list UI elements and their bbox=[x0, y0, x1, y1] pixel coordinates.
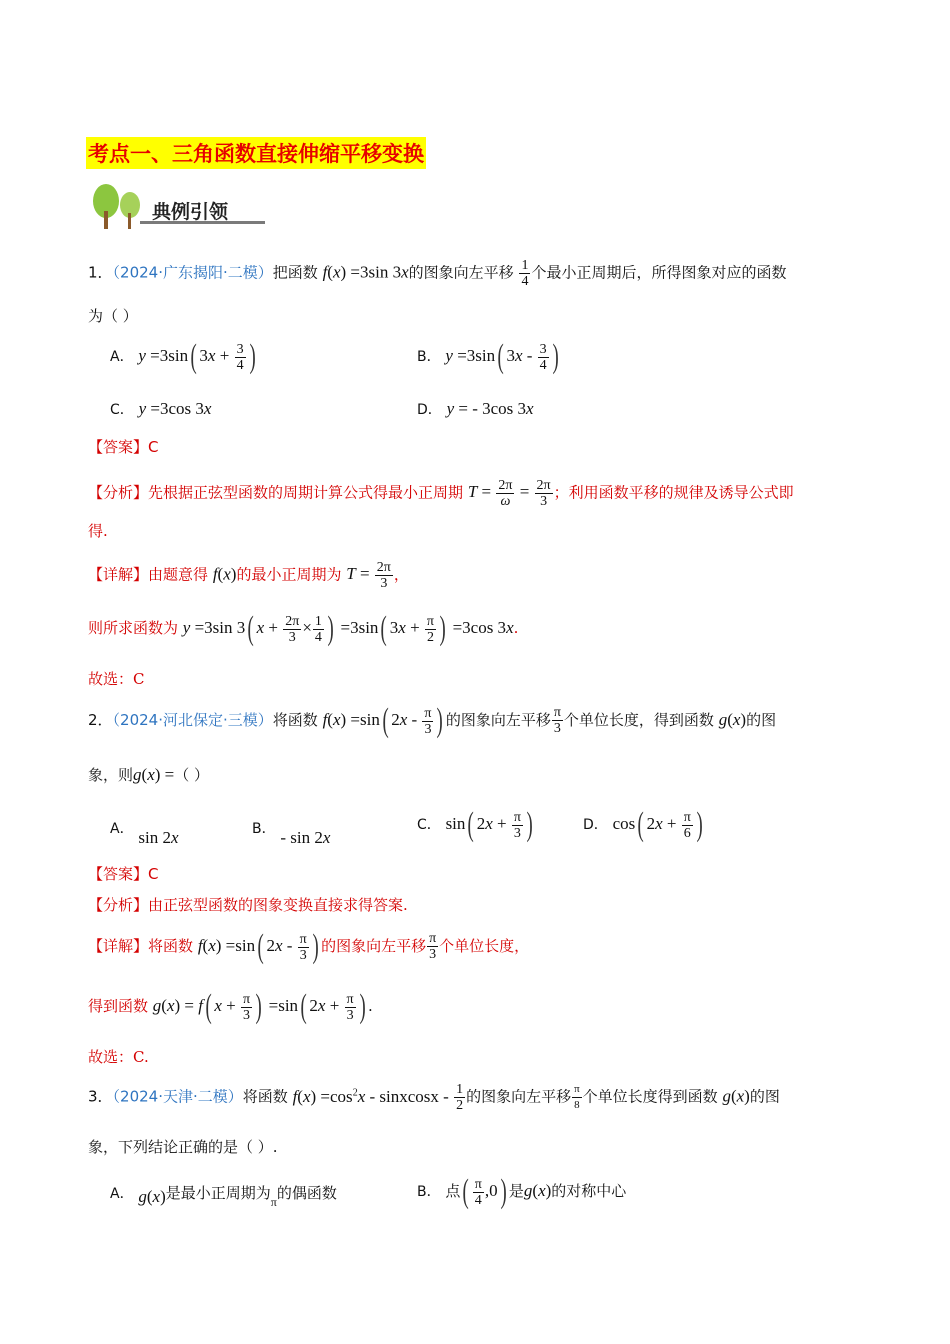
q2-stem-line1: 2．（2024·河北保定·三模）将函数 f(x) =sin( 2x - $\frac{\pi}{3}$ ) 的图象向左平移 $\frac{\pi}{3}$ 个单位长度，得到函数 g(x)的图 bbox=[88, 702, 777, 739]
q2-conclusion: 故选：C. bbox=[88, 1048, 149, 1066]
tree-icon bbox=[88, 183, 148, 231]
q2-answer: 【答案】C bbox=[88, 865, 159, 883]
q2-source: （2024·河北保定·三模） bbox=[112, 710, 273, 729]
q1-stem-line2: 为（ ） bbox=[88, 307, 138, 325]
q2-detail: 【详解】将函数 f(x) =sin( 2x - $\frac{\pi}{3}$ ) 的图象向左平移 $\frac{\pi}{3}$ 个单位长度， bbox=[88, 928, 530, 965]
q1-fraction-quarter: $\frac{1}{4}$ bbox=[521, 258, 529, 289]
q2-option-d[interactable]: D． cos( 2x + $\frac{\pi}{6}$ ) bbox=[583, 806, 703, 843]
q1-function: f(x) =3sin 3x bbox=[322, 262, 409, 282]
q1-analysis-line2: 得. bbox=[88, 522, 108, 540]
banner-label: 典例引领 bbox=[152, 201, 229, 223]
example-banner bbox=[88, 183, 268, 233]
q3-stem-line2: 象，下列结论正确的是（ ）. bbox=[88, 1138, 278, 1156]
q1-option-c[interactable]: C． y =3cos 3x bbox=[110, 399, 212, 418]
q3-source: （2024·天津·二模） bbox=[112, 1087, 243, 1106]
q2-option-c[interactable]: C． sin( 2x + $\frac{\pi}{3}$ ) bbox=[417, 806, 533, 843]
q2-stem-line2: 象，则g(x) =（ ） bbox=[88, 765, 210, 784]
q2-option-a[interactable]: A． sin 2x bbox=[110, 821, 179, 847]
q1-conclusion: 故选：C bbox=[88, 670, 145, 688]
q1-answer: 【答案】C bbox=[88, 438, 159, 456]
q1-option-a[interactable]: A． y =3sin( 3x + $\frac{3}{4}$ ) bbox=[110, 338, 256, 375]
q2-analysis: 【分析】由正弦型函数的图象变换直接求得答案. bbox=[88, 896, 408, 914]
q1-source: （2024·广东揭阳·二模） bbox=[112, 263, 273, 282]
q1-stem-line1: 1．（2024·广东揭阳·二模）把函数 f(x) =3sin 3x的图象向左平移 $\frac{1}{4}$ 个最小正周期后，所得图象对应的函数 bbox=[88, 258, 787, 289]
q2-option-b[interactable]: B． - sin 2x bbox=[252, 821, 331, 847]
q2-detail-line2: 得到函数 g(x) = f( x + $\frac{\pi}{3}$ ) =sin( 2x + $\frac{\pi}{3}$ ) . bbox=[88, 988, 373, 1025]
section-title: 考点一、三角函数直接伸缩平移变换 bbox=[86, 137, 426, 169]
q1-detail: 【详解】由题意得 f(x)的最小正周期为 T = $\frac{2\pi}{3}$ ， bbox=[88, 560, 409, 591]
q3-stem-line1: 3．（2024·天津·二模）将函数 $f(x) =\cos^2x$ - sinxcosx - $\frac{1}{2}$ 的图象向左平移 $\frac{\pi}{8}$ 个单位长度得到函数 g(x)的图 bbox=[88, 1082, 780, 1114]
q1-option-d[interactable]: D． y = - 3cos 3x bbox=[417, 399, 534, 418]
q1-option-b[interactable]: B． y =3sin( 3x - $\frac{3}{4}$ ) bbox=[417, 338, 559, 375]
q1-detail-line2: 则所求函数为 y =3sin 3( x + $\frac{2\pi}{3}$ × $\frac{1}{4}$ ) =3sin( 3x + $\frac{\pi}{2}$ ) =3cos 3x. bbox=[88, 610, 519, 647]
q1-analysis: 【分析】先根据正弦型函数的周期计算公式得最小正周期 T = $\frac{2\pi}{\omega}$ = $\frac{2\pi}{3}$ ；利用函数平移的规律及诱导公式即 bbox=[88, 478, 794, 509]
q3-option-a[interactable]: A． g(x)是最小正周期为$_\pi$的偶函数 bbox=[110, 1184, 337, 1209]
q3-option-b[interactable]: B． 点( $\frac{\pi}{4}$ ,0) 是g(x)的对称中心 bbox=[417, 1173, 627, 1210]
